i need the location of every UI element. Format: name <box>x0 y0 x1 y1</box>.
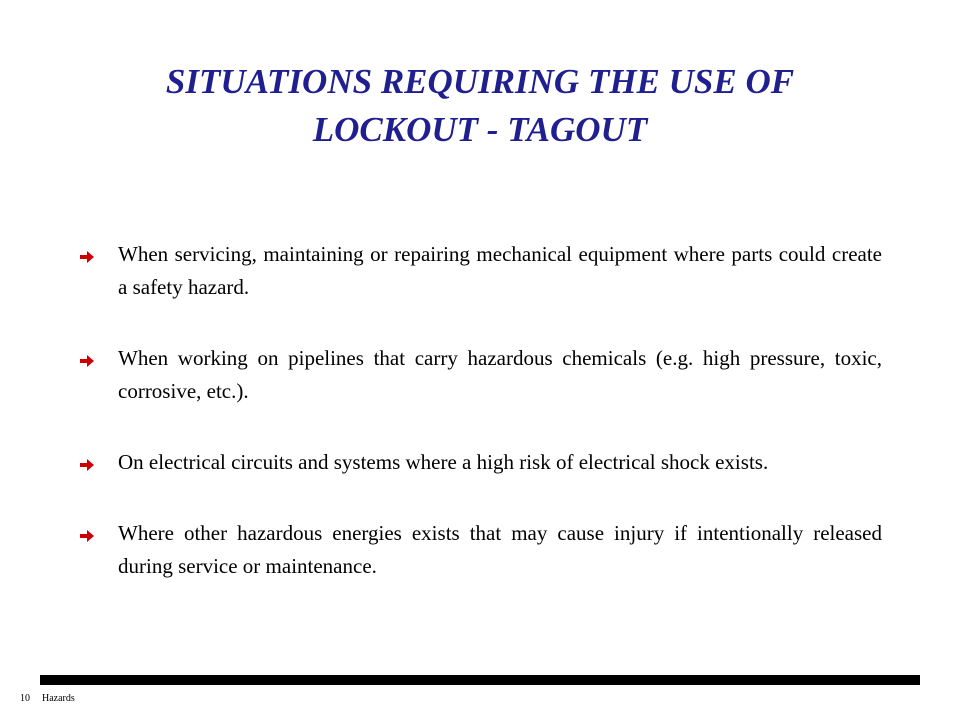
bullet-text: When working on pipelines that carry hazardous chemicals (e.g. high pressure, toxic, corrosive, etc.). <box>118 346 882 403</box>
bullet-item <box>80 342 882 408</box>
footer-label: Hazards <box>42 693 75 704</box>
arrow-right-icon <box>80 251 94 263</box>
footer-rule <box>40 675 920 685</box>
arrow-right-icon <box>80 355 94 367</box>
slide-title-line-1: SITUATIONS REQUIRING THE USE OF <box>165 62 795 101</box>
page-number: 10 <box>20 693 30 704</box>
bullet-text: Where other hazardous energies exists that may cause injury if intentionally released during service or maintenance. <box>118 521 882 578</box>
slide-title <box>80 58 880 154</box>
bullet-text: On electrical circuits and systems where a high risk of electrical shock exists. <box>118 450 769 474</box>
slide-title-line-2: LOCKOUT - TAGOUT <box>312 110 648 149</box>
bullet-list <box>80 238 882 583</box>
arrow-right-icon <box>80 530 94 542</box>
bullet-item <box>80 517 882 583</box>
bullet-text: When servicing, maintaining or repairing mechanical equipment where parts could create a safety hazard. <box>118 242 882 299</box>
arrow-right-icon <box>80 459 94 471</box>
bullet-item <box>80 446 882 479</box>
bullet-item <box>80 238 882 304</box>
